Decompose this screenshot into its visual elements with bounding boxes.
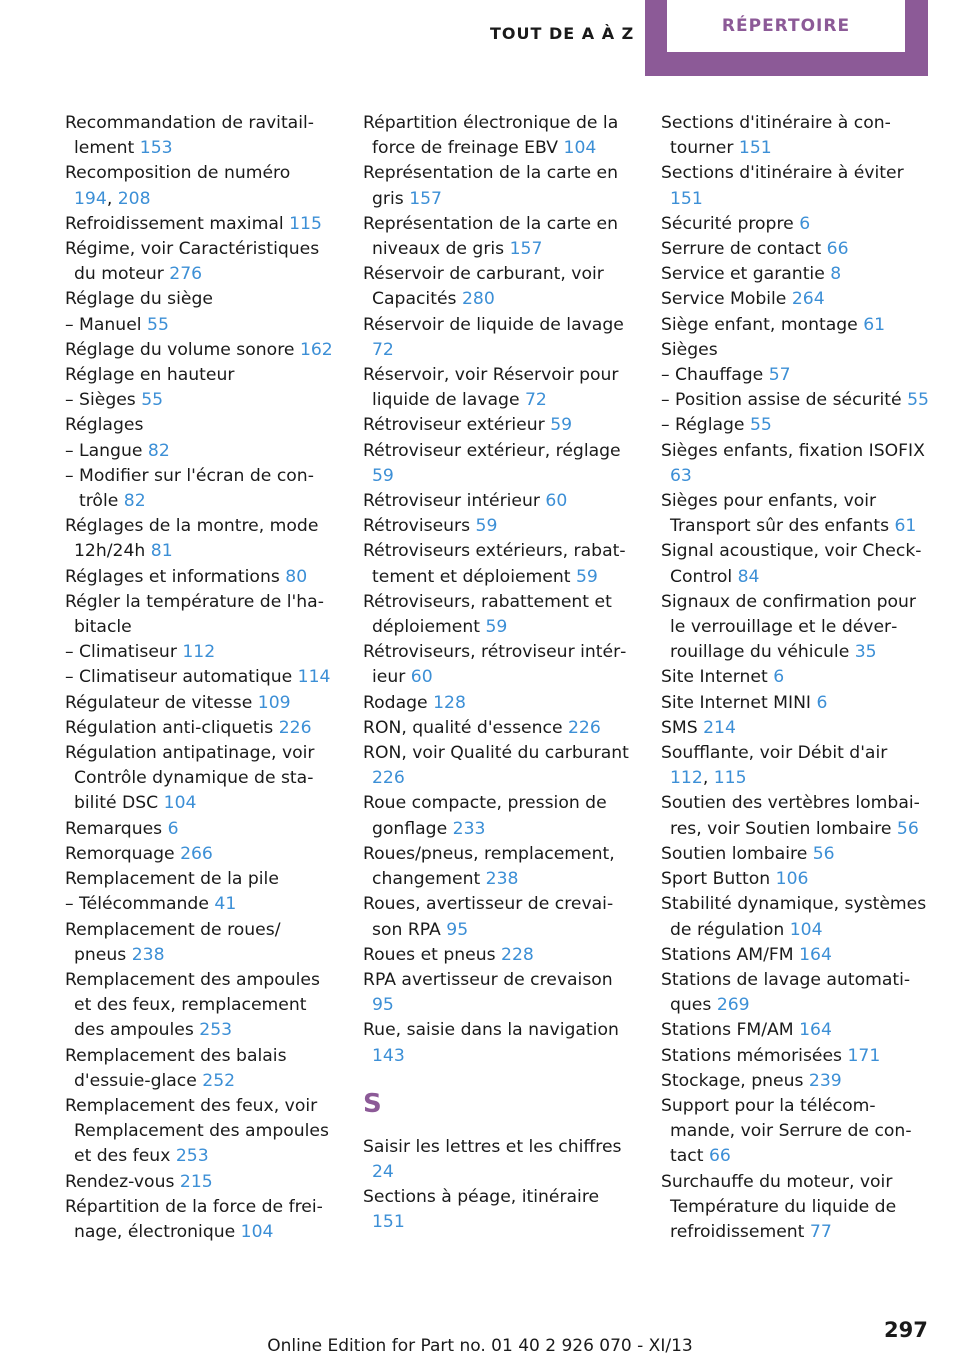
page-link[interactable]: 114 <box>297 667 331 688</box>
page-link[interactable]: 171 <box>847 1045 881 1066</box>
entry-text: Régulation anti-cliquetis <box>65 717 274 738</box>
entry-text: – Télécommande <box>65 894 209 915</box>
page-link[interactable]: 109 <box>257 692 291 713</box>
page-link[interactable]: 56 <box>812 843 835 864</box>
entry-text: Recommandation de ravitaillement <box>65 113 314 159</box>
footer-edition: Online Edition for Part no. 01 40 2 926 070 - XI/13 <box>267 1336 693 1356</box>
entry-text: Représentation de la carte en gris <box>363 163 619 209</box>
index-entry <box>661 1044 929 1069</box>
index-entry <box>661 539 929 589</box>
page-link[interactable]: 151 <box>372 1212 405 1233</box>
entry-text: Remplacement de la pile <box>65 869 279 890</box>
entry-text: Réglage du volume sonore <box>65 339 295 360</box>
page-link[interactable]: 81 <box>150 541 173 562</box>
entry-text: Surchauffe du moteur, voir Température du liquide de refroidissement <box>661 1171 897 1242</box>
entry-text: Réglages de la montre, mode 12h/24h <box>65 516 319 562</box>
page-link[interactable]: 82 <box>147 440 170 461</box>
page-link[interactable]: 228 <box>501 944 534 965</box>
index-entry <box>363 741 633 791</box>
index-entry <box>363 943 633 968</box>
index-entry <box>363 716 633 741</box>
entry-text: Sièges <box>661 339 718 360</box>
index-entry <box>661 716 929 741</box>
index-subentry <box>65 313 333 338</box>
page-link[interactable]: 164 <box>799 1020 832 1041</box>
page-link[interactable]: 66 <box>826 239 849 260</box>
index-entry <box>363 111 633 161</box>
entry-text: Roue compacte, pression de gonflage <box>363 793 607 839</box>
entry-text: Roues, avertisseur de crevaison RPA <box>363 894 614 940</box>
page-link[interactable]: 104 <box>163 793 197 814</box>
entry-text: Stockage, pneus <box>661 1070 804 1091</box>
entry-text: Sièges enfants, fixation ISOFIX <box>661 440 925 461</box>
entry-text: Sport Button <box>661 869 771 890</box>
page-link[interactable]: 112 <box>670 768 703 789</box>
entry-text: RON, qualité d'essence <box>363 717 563 738</box>
page-link[interactable]: 82 <box>123 491 146 512</box>
index-entry <box>363 1185 633 1235</box>
index-subentry <box>661 388 929 413</box>
index-entry <box>363 212 633 262</box>
entry-text: Rétroviseurs, rétroviseur intérieur <box>363 642 627 688</box>
entry-text: Réglages et informations <box>65 566 280 587</box>
index-entry <box>363 313 633 363</box>
index-entry <box>65 413 333 438</box>
page-link[interactable]: 153 <box>139 138 173 159</box>
index-entry <box>661 489 929 539</box>
entry-text: Remarques <box>65 818 163 839</box>
page-link[interactable]: 253 <box>199 1020 233 1041</box>
page-link[interactable]: 35 <box>854 642 877 663</box>
index-entry <box>661 1170 929 1246</box>
index-entry <box>363 640 633 690</box>
index-entry <box>661 867 929 892</box>
index-entry <box>661 665 929 690</box>
index-entry <box>661 237 929 262</box>
index-entry <box>661 1018 929 1043</box>
entry-text: Stations mémorisées <box>661 1045 842 1066</box>
entry-text: SMS <box>661 717 698 738</box>
page-link[interactable]: 6 <box>816 692 828 713</box>
index-entry <box>65 1195 333 1245</box>
page-link[interactable]: 226 <box>278 717 312 738</box>
index-entry <box>661 943 929 968</box>
index-entry <box>661 313 929 338</box>
entry-text: RON, voir Qualité du carburant <box>363 743 629 764</box>
index-entry <box>65 1094 333 1170</box>
index-entry <box>661 1094 929 1170</box>
page-link[interactable]: 112 <box>182 642 216 663</box>
entry-text: Réglages <box>65 415 144 436</box>
entry-text: Stations de lavage automatiques <box>661 969 911 1016</box>
index-entry <box>65 363 333 388</box>
entry-text: Régler la température de l'habitacle <box>65 591 324 638</box>
entry-text: Soufflante, voir Débit d'air <box>661 743 888 764</box>
index-entry <box>65 1044 333 1094</box>
page-link[interactable]: 63 <box>670 465 692 486</box>
entry-text: Site Internet <box>661 667 768 688</box>
entry-text: Réservoir de carburant, voir Capacités <box>363 264 604 310</box>
entry-text: Rue, saisie dans la navigation <box>363 1020 619 1041</box>
entry-text: – Climatiseur <box>65 642 177 663</box>
entry-text: Sections à péage, itinéraire <box>363 1187 600 1208</box>
entry-text: Rétroviseur extérieur <box>363 415 545 436</box>
page-link[interactable]: 164 <box>799 944 832 965</box>
index-entry <box>65 918 333 968</box>
index-entry <box>65 590 333 640</box>
index-entry <box>65 111 333 161</box>
index-entry <box>65 1170 333 1195</box>
entry-text: Rendez-vous <box>65 1171 175 1192</box>
page-link[interactable]: 238 <box>485 869 519 890</box>
index-entry <box>661 791 929 841</box>
page-link[interactable]: 162 <box>299 339 333 360</box>
index-entry <box>65 716 333 741</box>
entry-text: Rétroviseurs extérieurs, rabattement et déploiement <box>363 541 626 587</box>
entry-text: Régulateur de vitesse <box>65 692 253 713</box>
page-link[interactable]: 59 <box>550 415 573 436</box>
index-entry <box>363 842 633 892</box>
index-entry <box>363 439 633 489</box>
entry-text: Site Internet MINI <box>661 692 811 713</box>
entry-text: – Position assise de sécurité <box>661 390 902 411</box>
index-entry <box>363 1135 633 1185</box>
entry-text: Sections d'itinéraire à contourner <box>661 113 891 159</box>
page-link[interactable]: 215 <box>179 1171 213 1192</box>
page-link[interactable]: 104 <box>563 138 597 159</box>
page-link[interactable]: 60 <box>410 667 433 688</box>
page-link[interactable]: 77 <box>809 1221 832 1242</box>
entry-text: Représentation de la carte en niveaux de gris <box>363 213 619 260</box>
tab-label: RÉPERTOIRE <box>721 16 851 36</box>
page-link[interactable]: 157 <box>409 188 442 209</box>
entry-text: Stabilité dynamique, systèmes de régulation <box>661 894 927 940</box>
entry-text: Rétroviseur extérieur, réglage <box>363 440 621 461</box>
index-subentry <box>661 413 929 438</box>
index-entry <box>661 590 929 666</box>
index-entry <box>661 439 929 489</box>
page-link[interactable]: 95 <box>446 919 469 940</box>
index-entry <box>661 1069 929 1094</box>
entry-text: Support pour la télécommande, voir Serrure de contact <box>661 1095 912 1167</box>
index-entry <box>661 111 929 161</box>
index-entry <box>661 968 929 1018</box>
index-entry <box>65 237 333 287</box>
entry-text: Siège enfant, montage <box>661 314 858 335</box>
index-subentry <box>65 640 333 665</box>
index-entry <box>363 262 633 312</box>
entry-text: Sections d'itinéraire à éviter <box>661 163 904 184</box>
index-entry <box>661 212 929 237</box>
entry-text: – Sièges <box>65 390 136 411</box>
page-link[interactable]: 59 <box>575 566 598 587</box>
page-link[interactable]: 143 <box>372 1045 405 1066</box>
section-tab-band <box>645 0 928 76</box>
entry-text: Stations AM/FM <box>661 944 794 965</box>
index-entry <box>363 539 633 589</box>
index-entry: Soufflante, voir Débit d'air 112, 115 <box>661 743 888 789</box>
page-link[interactable]: 157 <box>509 239 543 260</box>
entry-text: Serrure de contact <box>661 239 822 260</box>
index-entry <box>363 590 633 640</box>
entry-text: Soutien des vertèbres lombaires, voir Soutien lombaire <box>661 793 920 839</box>
entry-text: Recomposition de numéro <box>65 163 291 184</box>
section-title: TOUT DE A À Z <box>490 24 635 43</box>
page-link[interactable]: 128 <box>433 692 466 713</box>
index-entry <box>661 262 929 287</box>
entry-text: Réglage en hauteur <box>65 365 235 386</box>
page-link[interactable]: 269 <box>716 995 750 1016</box>
page-link[interactable]: 253 <box>175 1146 209 1167</box>
entry-text: – Modifier sur l'écran de contrôle <box>65 465 314 512</box>
entry-text: Roues et pneus <box>363 944 496 965</box>
index-entry <box>363 691 633 716</box>
index-subentry <box>65 665 333 690</box>
index-column-3 <box>661 111 929 1245</box>
index-entry <box>65 741 333 817</box>
index-entry <box>661 161 929 211</box>
page-link[interactable]: 80 <box>285 566 308 587</box>
entry-text: Remplacement des feux, voir Remplacement des ampoules et des feux <box>65 1095 329 1167</box>
page-link[interactable]: 233 <box>452 818 486 839</box>
page-link[interactable]: 55 <box>147 314 169 335</box>
entry-text: – Manuel <box>65 314 142 335</box>
index-subentry <box>65 388 333 413</box>
index-entry <box>65 287 333 312</box>
page-link[interactable]: 72 <box>525 390 547 411</box>
entry-text: – Climatiseur automatique <box>65 667 293 688</box>
index-entry <box>661 338 929 363</box>
page-link[interactable]: 115 <box>713 768 747 789</box>
page-link[interactable]: 226 <box>568 717 601 738</box>
page-link[interactable]: 252 <box>202 1070 236 1091</box>
page-link[interactable]: 55 <box>907 390 929 411</box>
index-column-1 <box>65 111 333 1245</box>
entry-text: Remplacement de roues/ pneus <box>65 919 281 965</box>
page-link[interactable]: 151 <box>738 138 772 159</box>
page-link[interactable]: 214 <box>703 717 736 738</box>
index-entry <box>65 968 333 1044</box>
index-entry <box>363 489 633 514</box>
index-entry <box>363 161 633 211</box>
page-link[interactable]: 226 <box>372 768 405 789</box>
entry-text: Remorquage <box>65 843 175 864</box>
page-link[interactable]: 238 <box>131 944 165 965</box>
entry-text: RPA avertisseur de crevaison <box>363 969 613 990</box>
entry-text: Signal acoustique, voir Check-Control <box>661 541 922 587</box>
index-entry <box>65 867 333 892</box>
page-link[interactable]: 60 <box>545 491 568 512</box>
index-subentry <box>661 363 929 388</box>
index-entry <box>363 968 633 1018</box>
entry-text: Réglage du siège <box>65 289 213 310</box>
index-entry <box>661 691 929 716</box>
page-link[interactable]: 194 <box>74 188 107 209</box>
page-link[interactable]: 266 <box>180 843 213 864</box>
index-entry <box>65 514 333 564</box>
page-link[interactable]: 115 <box>289 213 322 234</box>
page-link[interactable]: 55 <box>749 415 772 436</box>
entry-text: Réservoir, voir Réservoir pour liquide de lavage <box>363 365 619 411</box>
entry-text: Saisir les lettres et les chiffres <box>363 1136 622 1157</box>
index-entry <box>661 287 929 312</box>
page-link[interactable]: 6 <box>167 818 179 839</box>
page-link[interactable]: 280 <box>461 289 495 310</box>
tab-repertoire[interactable] <box>667 0 905 52</box>
page-link[interactable]: 239 <box>808 1070 842 1091</box>
index-entry <box>363 363 633 413</box>
index-letter-heading: S <box>363 1088 382 1119</box>
entry-text: Rodage <box>363 692 428 713</box>
entry-text: Remplacement des balais d'essuie-glace <box>65 1045 287 1091</box>
index-entry <box>65 817 333 842</box>
page-link[interactable]: 151 <box>670 188 703 209</box>
index-entry <box>661 842 929 867</box>
index-entry <box>363 514 633 539</box>
entry-text: Rétroviseur intérieur <box>363 491 540 512</box>
entry-text: – Langue <box>65 440 143 461</box>
index-entry <box>661 892 929 942</box>
page-link[interactable]: 8 <box>830 264 842 285</box>
index-subentry <box>65 464 333 514</box>
index-entry <box>363 892 633 942</box>
entry-text: Soutien lombaire <box>661 843 808 864</box>
page-link[interactable]: 95 <box>372 995 394 1016</box>
entry-text: Sièges pour enfants, voir Transport sûr des enfants <box>661 491 890 537</box>
page-link[interactable]: 55 <box>141 390 164 411</box>
page-link[interactable]: 6 <box>799 213 811 234</box>
entry-text: Réservoir de liquide de lavage <box>363 314 624 335</box>
page-link[interactable]: 104 <box>240 1221 274 1242</box>
index-entry <box>65 842 333 867</box>
entry-text: Service et garantie <box>661 264 825 285</box>
page-link[interactable]: 84 <box>737 566 760 587</box>
entry-text: Stations FM/AM <box>661 1020 794 1041</box>
page-link[interactable]: 59 <box>372 465 394 486</box>
page-link[interactable]: 72 <box>372 339 394 360</box>
entry-text: Service Mobile <box>661 289 787 310</box>
index-entry <box>363 1018 633 1068</box>
entry-text: Sécurité propre <box>661 213 794 234</box>
page-link[interactable]: 104 <box>789 919 823 940</box>
page-link[interactable]: 61 <box>894 516 917 537</box>
index-entry <box>65 691 333 716</box>
page-link[interactable]: 106 <box>775 869 809 890</box>
page-link[interactable]: 41 <box>214 894 237 915</box>
entry-text: Signaux de confirmation pour le verrouillage et le déverrouillage du véhicule <box>661 591 916 663</box>
entry-text: Rétroviseurs <box>363 516 471 537</box>
page-link[interactable]: 66 <box>708 1146 731 1167</box>
page-link[interactable]: 276 <box>169 264 203 285</box>
page-link[interactable]: 208 <box>117 188 151 209</box>
index-subentry <box>65 892 333 917</box>
index-subentry <box>65 439 333 464</box>
entry-text: Régulation antipatinage, voir Contrôle dynamique de stabilité DSC <box>65 743 315 814</box>
page-link[interactable]: 264 <box>791 289 825 310</box>
page-link[interactable]: 59 <box>485 617 508 638</box>
index-entry: Recomposition de numéro 194, 208 <box>65 163 291 209</box>
page-link[interactable]: 24 <box>372 1161 394 1182</box>
index-entry <box>363 791 633 841</box>
entry-text: Régime, voir Caractéristiques du moteur <box>65 239 320 285</box>
index-column-2 <box>363 111 633 1236</box>
entry-text: Rétroviseurs, rabattement et déploiement <box>363 591 612 638</box>
entry-text: Répartition de la force de freinage, électronique <box>65 1196 323 1242</box>
index-entry <box>65 212 333 237</box>
index-entry <box>65 565 333 590</box>
page-header <box>0 0 960 80</box>
entry-text: Remplacement des ampoules et des feux, remplacement des ampoules <box>65 969 320 1041</box>
page-link[interactable]: 61 <box>863 314 886 335</box>
entry-text: Refroidissement maximal <box>65 213 284 234</box>
page-link[interactable]: 6 <box>773 667 785 688</box>
index-entry <box>65 338 333 363</box>
entry-text: Répartition électronique de la force de freinage EBV <box>363 113 619 159</box>
page-number: 297 <box>884 1318 928 1342</box>
page-link[interactable]: 57 <box>768 365 791 386</box>
entry-text: – Réglage <box>661 415 745 436</box>
index-entry <box>363 413 633 438</box>
page-link[interactable]: 56 <box>896 818 919 839</box>
page-link[interactable]: 59 <box>475 516 498 537</box>
entry-text: Roues/pneus, remplacement, changement <box>363 843 615 890</box>
entry-text: – Chauffage <box>661 365 764 386</box>
